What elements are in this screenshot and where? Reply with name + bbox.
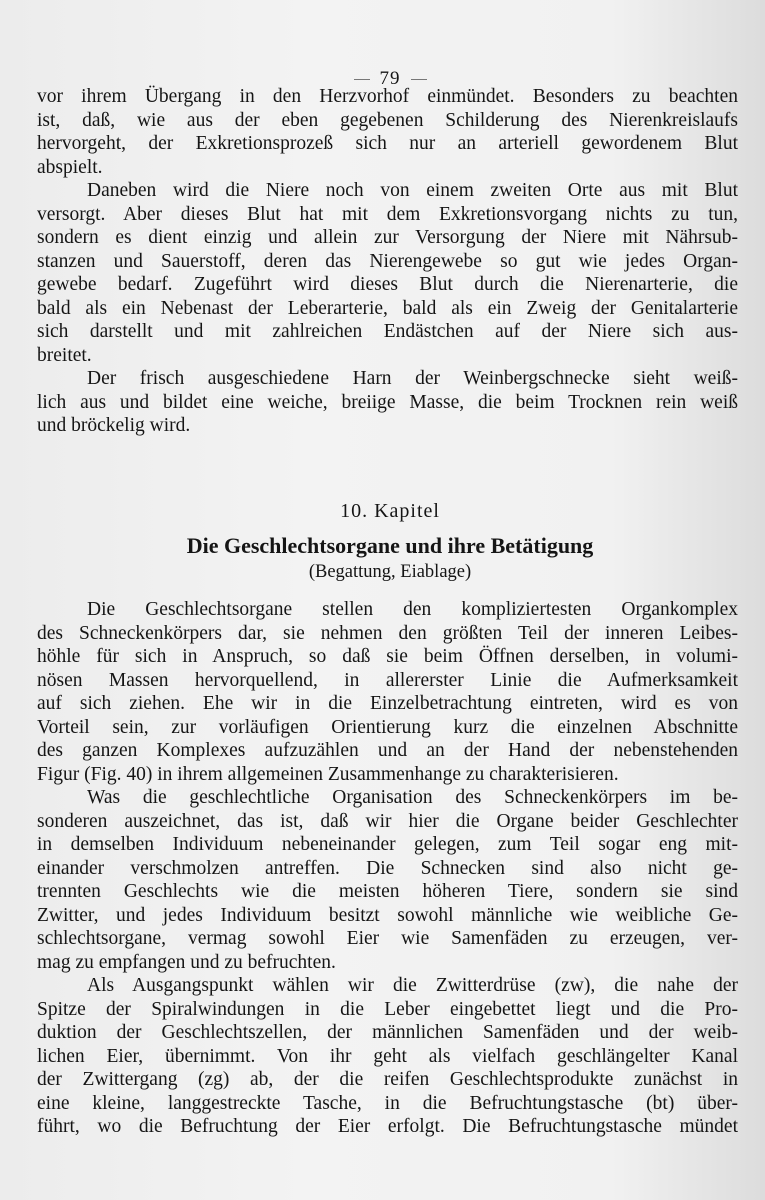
text-line: in demselben Individuum nebeneinander gelegen, zum Teil sogar eng mit- xyxy=(37,834,738,855)
text-line: ist, daß, wie aus der eben gegebenen Schilderung des Nierenkreislaufs xyxy=(37,109,738,131)
text-line: auf sich ziehen. Ehe wir in die Einzelbetrachtung eintreten, wird es von xyxy=(37,693,738,714)
text-line: hervorgeht, der Exkretionsprozeß sich nur an arteriell gewordenem Blut xyxy=(37,133,738,154)
text-line: sonderen auszeichnet, das ist, daß wir hier die Organe beider Geschlechter xyxy=(37,810,738,832)
text-line: der Zwittergang (zg) ab, der die reifen Geschlechtsprodukte zunächst in xyxy=(37,1069,738,1090)
text-line: sich darstellt und mit zahlreichen Endästchen auf der Niere sich aus- xyxy=(37,321,738,342)
paragraph xyxy=(37,786,738,974)
text-line: breitet. xyxy=(37,344,92,366)
text-line: abspielt. xyxy=(37,156,103,178)
text-line: des Schneckenkörpers dar, sie nehmen den größten Teil der inneren Leibes- xyxy=(37,622,738,644)
text-line: Der frisch ausgeschiedene Harn der Weinbergschnecke sieht weiß- xyxy=(87,368,738,389)
text-line: Daneben wird die Niere noch von einem zweiten Orte aus mit Blut xyxy=(87,180,738,201)
text-line: nösen Massen hervorquellend, in allererster Linie die Aufmerksamkeit xyxy=(37,669,738,691)
text-line: Spitze der Spiralwindungen in die Leber eingebettet liegt und die Pro- xyxy=(37,998,738,1020)
chapter-number: 10. Kapitel xyxy=(340,500,440,522)
text-line: bald als ein Nebenast der Leberarterie, bald als ein Zweig der Genitalarterie xyxy=(37,297,738,319)
dash-decoration xyxy=(354,79,370,80)
text-line: und bröckelig wird. xyxy=(37,415,191,436)
text-line: Zwitter, und jedes Individuum besitzt sowohl männliche wie weibliche Ge- xyxy=(37,904,738,926)
text-line: eine kleine, langgestreckte Tasche, in die Befruchtungstasche (bt) über- xyxy=(37,1092,738,1114)
section-before-chapter xyxy=(37,85,738,438)
text-line: gewebe bedarf. Zugeführt wird dieses Blut durch die Nierenarterie, die xyxy=(37,274,738,295)
text-line: Figur (Fig. 40) in ihrem allgemeinen Zusammenhange zu charakterisieren. xyxy=(37,763,619,785)
text-line: Die Geschlechtsorgane stellen den kompliziertesten Organkomplex xyxy=(87,599,738,620)
paragraph xyxy=(37,367,738,438)
chapter-body xyxy=(37,598,738,1139)
text-line: lichen Eier, übernimmt. Von ihr geht als vielfach geschlängelter Kanal xyxy=(37,1045,738,1067)
dash-decoration xyxy=(411,79,427,80)
text-line: lich aus und bildet eine weiche, breiige Masse, die beim Trocknen rein weiß xyxy=(37,391,738,413)
text-line: einander verschmolzen antreffen. Die Schnecken sind also nicht ge- xyxy=(37,857,738,879)
paragraph xyxy=(37,179,738,367)
text-line: stanzen und Sauerstoff, deren das Nierengewebe so gut wie jedes Organ- xyxy=(37,250,738,272)
text-line: Als Ausgangspunkt wählen wir die Zwitterdrüse (zw), die nahe der xyxy=(87,975,738,996)
text-line: trennten Geschlechts wie die meisten höheren Tiere, sondern sie sind xyxy=(37,881,738,902)
paragraph xyxy=(37,598,738,786)
text-line: höhle für sich in Anspruch, so daß sie beim Öffnen derselben, in volumi- xyxy=(37,646,738,667)
text-line: duktion der Geschlechtszellen, der männlichen Samenfäden und der weib- xyxy=(37,1022,738,1043)
paragraph xyxy=(37,85,738,179)
text-line: sondern es dient einzig und allein zur Versorgung der Niere mit Nährsub- xyxy=(37,227,738,248)
text-line: Vorteil sein, zur vorläufigen Orientierung kurz die einzelnen Abschnitte xyxy=(37,716,738,738)
text-line: vor ihrem Übergang in den Herzvorhof einmündet. Besonders zu beachten xyxy=(37,86,738,107)
page-number: 79 xyxy=(379,68,401,89)
paragraph xyxy=(37,974,738,1139)
chapter-subtitle: (Begattung, Eiablage) xyxy=(308,562,472,582)
text-line: Was die geschlechtliche Organisation des Schneckenkörpers im be- xyxy=(87,787,738,808)
text-line: mag zu empfangen und zu befruchten. xyxy=(37,951,336,973)
text-line: des ganzen Komplexes aufzuzählen und an der Hand der nebenstehenden xyxy=(37,740,738,761)
chapter-title: Die Geschlechtsorgane und ihre Betätigung xyxy=(186,533,594,558)
text-line: versorgt. Aber dieses Blut hat mit dem Exkretionsvorgang nichts zu tun, xyxy=(37,203,738,225)
text-line: schlechtsorgane, vermag sowohl Eier wie Samenfäden zu erzeugen, ver- xyxy=(37,928,738,949)
text-line: führt, wo die Befruchtung der Eier erfolgt. Die Befruchtungstasche mündet xyxy=(37,1116,738,1137)
